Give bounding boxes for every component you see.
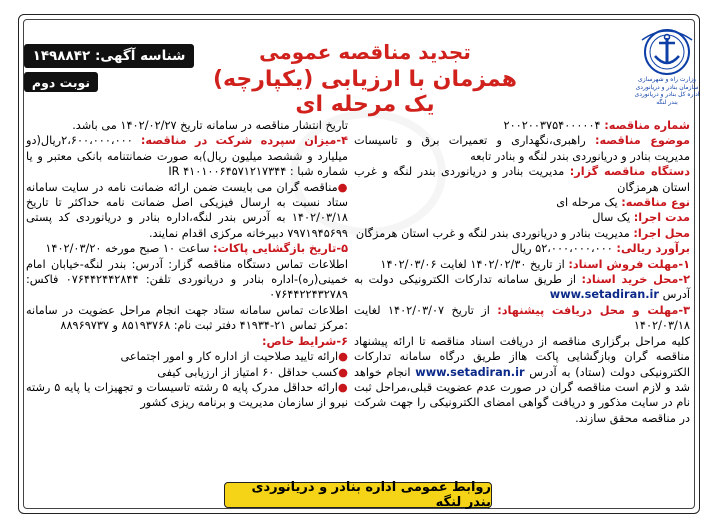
guarantee-bullet xyxy=(26,180,348,242)
logo-organization-text: سازمان بنادر و دریانوردی xyxy=(635,83,699,91)
process-paragraph xyxy=(354,334,690,426)
logo-ministry-text: وزارت راه و شهرسازی xyxy=(638,76,696,83)
bullet-icon: ● xyxy=(337,380,349,394)
subject-value: راهبری،نگهداری و تعمیرات برق و تاسیسات مدیریت بنادر و دریانوردی بندر لنگه و بنادر تابعه xyxy=(354,134,690,163)
condition-text: کسب حداقل ۶۰ امتیاز از ارزیابی کیفی xyxy=(157,365,339,379)
location-row xyxy=(354,226,690,241)
opening-label: ۵-تاریخ بازگشایی پاکات: xyxy=(213,242,348,256)
logo-office-text: اداره کل بنادر و دریانوردی بندر لنگه xyxy=(634,91,700,106)
left-column xyxy=(26,118,348,411)
notice-title: تجدید مناقصه عمومی xyxy=(259,40,471,64)
turn-badge: نوبت دوم xyxy=(24,72,98,92)
setadiran-link-2[interactable]: www.setadiran.ir xyxy=(415,365,525,379)
publish-date-text: تاریخ انتشار مناقصه در سامانه تاریخ ۱۴۰۲/۰۲/۲۷ می باشد. xyxy=(72,119,348,132)
setadiran-link[interactable]: www.setadiran.ir xyxy=(549,288,659,302)
opening-value: ساعت ۱۰ صبح مورخه ۱۴۰۲/۰۳/۲۰ xyxy=(45,242,210,256)
bullet-icon: ● xyxy=(338,350,348,364)
conditions-label: ۶-شرایط خاص: xyxy=(262,334,348,348)
organizer-contact-text: اطلاعات تماس دستگاه مناقصه گزار: آدرس: بندر لنگه-خیابان امام خمینی(ره)-اداره بنادر و دریانوردی تلفن: ۰۷۶۴۴۲۴۴۲۸۴۴ فاکس: ۰۷۶۴۴۲۲۴۳۲۷۸۹ xyxy=(26,257,348,302)
proposal-value: از تاریخ ۱۴۰۲/۰۳/۰۷ لغایت ۱۴۰۲/۰۳/۱۸ xyxy=(354,303,690,333)
sale-row xyxy=(354,257,690,272)
ad-id-badge: شناسه آگهی: ۱۴۹۸۸۴۲ xyxy=(24,44,194,68)
public-relations-footer: روابط عمومی اداره بنادر و دریانوردی بندر لنگه xyxy=(224,482,492,508)
tender-number-row xyxy=(354,118,690,133)
notice-subtitle: همزمان با ارزیابی (یکپارچه) یک مرحله ای xyxy=(212,67,518,117)
type-label: نوع مناقصه: xyxy=(621,196,690,210)
estimate-row xyxy=(354,241,690,256)
subject-label: موضوع مناقصه: xyxy=(594,134,690,148)
condition-item xyxy=(26,365,348,380)
bullet-icon: ● xyxy=(338,365,348,379)
estimate-label: برآورد ریالی: xyxy=(616,242,690,256)
setad-contact-text: اطلاعات تماس سامانه ستاد جهت انجام مراحل عضویت در سامانه :مرکز تماس ۲۱-۴۱۹۳۴ دفتر ثبت نام: ۸۵۱۹۳۷۶۸ و ۸۸۹۶۹۷۳۷ xyxy=(26,303,348,333)
duration-label: مدت اجرا: xyxy=(633,211,690,225)
duration-row xyxy=(354,210,690,225)
purchase-label: ۲-محل خرید اسناد: xyxy=(581,273,690,287)
type-row xyxy=(354,195,690,210)
deposit-label: ۴-میزان سپرده شرکت در مناقصه: xyxy=(140,134,349,148)
process-text-part1: کلیه مراحل برگزاری مناقصه از دریافت اسناد مناقصه تا ارائه پیشنهاد مناقصه گران وبازگشایی پاکت هااز طریق درگاه سامانه تدارکات الکترونیکی دولت (ستاد) به آدرس xyxy=(354,334,691,379)
purchase-value: از طریق سامانه تدارکات الکترونیکی دولت به آدرس xyxy=(354,273,690,302)
duration-value: یک سال xyxy=(592,211,631,225)
proposal-label: ۳-مهلت و محل دریافت پیشنهاد: xyxy=(497,303,690,317)
subject-row xyxy=(354,133,690,164)
deposit-value: ۲،۶۰۰،۰۰۰،۰۰۰ریال(دو میلیارد و ششصد میلیون ریال)به صورت ضمانتنامه بانکی معتبر و یا شماره شبا : IR ۴۱۰۱۰۰۶۴۵۷۱۲۱۷۳۴۴ xyxy=(26,134,348,179)
purchase-row xyxy=(354,272,690,303)
opening-row xyxy=(26,241,348,256)
location-value: مدیریت بنادر و دریانوردی بندر لنگه و غرب استان هرمزگان xyxy=(355,226,630,240)
organizer-row xyxy=(354,164,690,195)
process-text-part2: انجام خواهد شد و لازم است مناقصه گران در صورت عدم عضویت قبلی،مراحل ثبت نام در سایت مذکور و دریافت گواهی امضای الکترونیکی را جهت شرکت در مناقصه محقق سازند. xyxy=(354,365,690,425)
sale-value: از تاریخ ۱۴۰۲/۰۲/۳۰ لغایت ۱۴۰۲/۰۳/۰۶ xyxy=(380,257,565,271)
conditions-heading xyxy=(26,334,348,349)
bullet-icon: ● xyxy=(337,180,348,194)
organizer-value: مدیریت بنادر و دریانوردی بندر لنگه و غرب استان هرمزگان xyxy=(354,165,690,194)
estimate-value: ۵۲،۰۰۰،۰۰۰،۰۰۰ ریال xyxy=(511,242,613,256)
condition-item xyxy=(26,380,348,411)
ports-organization-logo xyxy=(632,26,702,108)
condition-text: ارائه حداقل مدرک پایه ۵ رشته تاسیسات و تجهیزات یا پایه ۵ رشته نیرو از سازمان مدیریت و برنامه ریزی کشور xyxy=(26,380,348,410)
right-column xyxy=(354,118,690,426)
condition-text: ارائه تایید صلاحیت از اداره کار و امور اجتماعی xyxy=(120,350,339,364)
location-label: محل اجرا: xyxy=(633,226,690,240)
tender-number-label: شماره مناقصه: xyxy=(604,119,690,132)
type-value: یک مرحله ای xyxy=(556,196,618,210)
deposit-row xyxy=(26,133,348,179)
sale-label: ۱-مهلت فروش اسناد: xyxy=(568,257,690,271)
guarantee-text: مناقصه گران می بایست ضمن ارائه ضمانت نامه در سایت سامانه ستاد نسبت به ارسال فیزیکی اصل ضمانت نامه حداکثر تا تاریخ ۱۴۰۲/۰۳/۱۸ به آدرس بندر لنگه،اداره بنادر و دریانوردی کد پستی ۷۹۷۱۹۴۵۶۹۹ دبیرخانه مرکزی اقدام نمایند. xyxy=(26,180,348,240)
tender-number-value: ۲۰۰۲۰۰۳۷۵۴۰۰۰۰۰۴ xyxy=(503,119,601,132)
condition-item xyxy=(26,349,348,364)
proposal-row xyxy=(354,303,690,334)
organizer-label: دستگاه مناقصه گزار: xyxy=(569,165,690,179)
